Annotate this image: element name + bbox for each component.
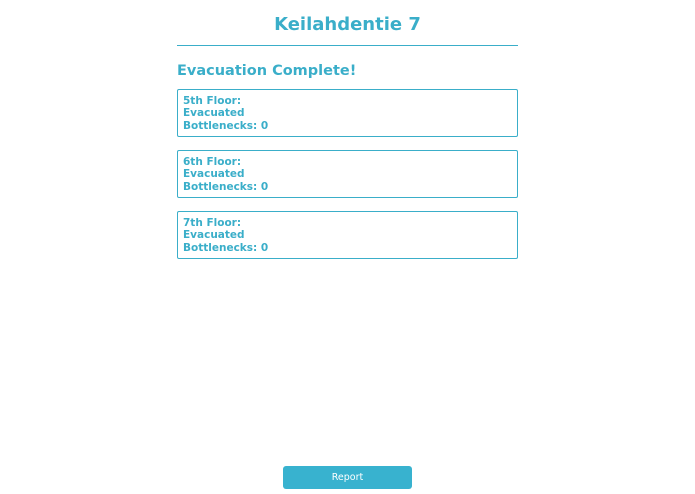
floor-card-5th (177, 89, 518, 137)
floor-bottlenecks: Bottlenecks: 0 (183, 241, 269, 254)
report-button[interactable]: Report (283, 466, 412, 489)
floor-status: Evacuated (183, 107, 245, 120)
floor-card-7th (177, 211, 518, 259)
title-divider (177, 45, 518, 46)
page-title: Keilahdentie 7 (274, 14, 421, 35)
floor-bottlenecks: Bottlenecks: 0 (183, 119, 269, 132)
evacuation-status-heading: Evacuation Complete! (177, 63, 357, 79)
floor-name: 7th Floor: (183, 217, 242, 229)
floor-name: 5th Floor: (183, 95, 242, 107)
floor-name: 6th Floor: (183, 156, 242, 168)
floor-status: Evacuated (183, 229, 245, 242)
floor-card-6th (177, 150, 518, 198)
floor-list (177, 89, 518, 272)
floor-bottlenecks: Bottlenecks: 0 (183, 180, 269, 193)
floor-status: Evacuated (183, 168, 245, 181)
